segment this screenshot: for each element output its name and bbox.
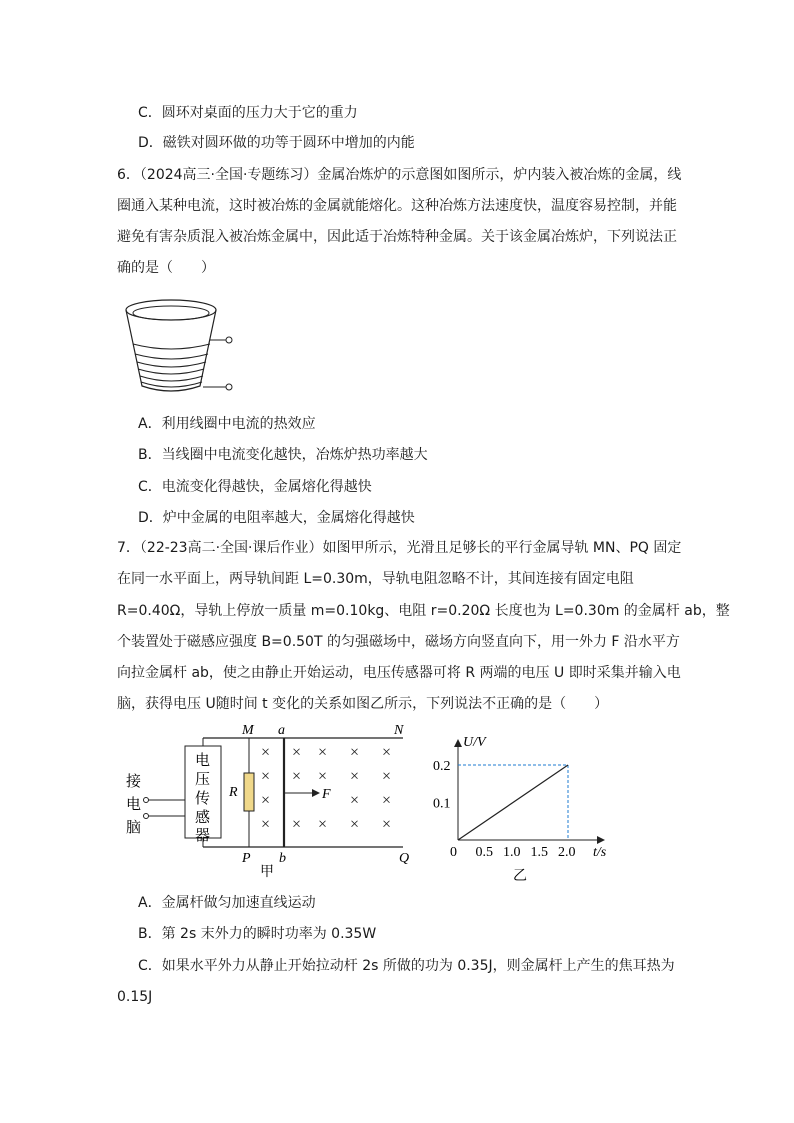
sensor-label-2: 压 <box>195 772 211 788</box>
q6-option-d: D．炉中金属的电阻率越大，金属熔化得越快 <box>138 510 415 526</box>
x-axis-arrow-icon <box>597 836 605 844</box>
svg-text:×: × <box>350 816 360 833</box>
figure-yi-caption: 乙 <box>513 869 527 882</box>
svg-text:×: × <box>350 792 360 809</box>
q7-option-c: C．如果水平外力从静止开始拉动杆 2s 所做的功为 0.35J，则金属杆上产生的焦耳热为 <box>138 958 675 974</box>
y-tick-label: 0.1 <box>433 796 451 812</box>
svg-text:×: × <box>292 816 302 833</box>
sensor-label-3: 传 <box>195 791 211 807</box>
furnace-diagram <box>118 290 238 400</box>
force-arrow-icon <box>312 789 320 797</box>
q7-option-c-cont: 0.15J <box>117 989 153 1005</box>
svg-text:×: × <box>292 744 302 761</box>
resistor-r <box>244 773 254 811</box>
svg-text:×: × <box>292 768 302 785</box>
computer-label-2: 电 <box>126 797 142 813</box>
q5-option-d: D．磁铁对圆环做的功等于圆环中增加的内能 <box>138 135 415 151</box>
svg-text:×: × <box>318 816 328 833</box>
svg-text:×: × <box>350 744 360 761</box>
x-tick-label: 0 <box>450 845 457 860</box>
svg-text:×: × <box>382 744 392 761</box>
q7-stem-line-2: 在同一水平面上，两导轨间距 L=0.30m，导轨电阻忽略不计，其间连接有固定电阻 <box>117 571 634 587</box>
svg-text:×: × <box>261 768 271 785</box>
svg-text:×: × <box>261 792 271 809</box>
q7-stem-line-1: 7．（22-23高二·全国·课后作业）如图甲所示，光滑且足够长的平行金属导轨 MN、PQ 固定 <box>117 540 682 556</box>
svg-text:×: × <box>382 768 392 785</box>
sensor-label-5: 器 <box>195 828 211 844</box>
q6-option-a: A．利用线圈中电流的热效应 <box>138 416 316 432</box>
label-b: b <box>279 851 286 866</box>
terminal-bottom-icon <box>144 814 149 819</box>
rail-circuit-diagram <box>118 720 418 882</box>
label-q: Q <box>399 851 410 866</box>
resistor-label: R <box>229 785 238 800</box>
label-m: M <box>242 723 254 738</box>
terminal-top-icon <box>144 798 149 803</box>
q6-stem-line-3: 避免有害杂质混入被冶炼金属中，因此适于冶炼特种金属。关于该金属冶炼炉，下列说法正 <box>117 229 677 245</box>
force-label: F <box>322 787 331 802</box>
svg-text:×: × <box>261 744 271 761</box>
computer-label-3: 脑 <box>126 820 142 836</box>
svg-text:×: × <box>382 792 392 809</box>
q6-stem-line-4: 确的是（ ） <box>117 260 215 276</box>
figure-jia-caption: 甲 <box>260 865 274 880</box>
q6-option-b: B．当线圈中电流变化越快，冶炼炉热功率越大 <box>138 447 428 463</box>
svg-text:×: × <box>318 768 328 785</box>
q7-stem-line-6: 脑，获得电压 U随时间 t 变化的关系如图乙所示，下列说法不正确的是（ ） <box>117 696 609 712</box>
y-axis-label: U/V <box>463 735 486 750</box>
svg-text:×: × <box>350 768 360 785</box>
series-line <box>458 765 568 840</box>
x-tick-label: 0.5 <box>475 845 493 860</box>
q7-option-a: A．金属杆做匀加速直线运动 <box>138 895 316 911</box>
q7-stem-line-4: 个装置处于磁感应强度 B=0.50T 的匀强磁场中，磁场方向竖直向下，用一外力 F 沿水平方 <box>117 634 680 650</box>
q6-stem-line-1: 6．（2024高三·全国·专题练习）金属冶炼炉的示意图如图所示，炉内装入被冶炼的金属，线 <box>117 167 682 183</box>
label-n: N <box>394 723 404 738</box>
label-p: P <box>242 851 251 866</box>
q5-option-c: C．圆环对桌面的压力大于它的重力 <box>138 105 358 121</box>
q7-stem-line-3: R=0.40Ω，导轨上停放一质量 m=0.10kg、电阻 r=0.20Ω 长度也为 L=0.30m 的金属杆 ab，整 <box>117 603 730 619</box>
svg-text:×: × <box>318 744 328 761</box>
sensor-label-4: 感 <box>195 810 211 826</box>
q7-stem-line-5: 向拉金属杆 ab，使之由静止开始运动，电压传感器可将 R 两端的电压 U 即时采集并输入电 <box>117 665 681 681</box>
x-tick-label: 1.5 <box>530 845 548 860</box>
q7-option-b: B．第 2s 末外力的瞬时功率为 0.35W <box>138 926 377 942</box>
x-axis-label: t/s <box>593 845 607 860</box>
computer-label-1: 接 <box>126 774 142 790</box>
q6-option-c: C．电流变化得越快，金属熔化得越快 <box>138 479 372 495</box>
y-axis-arrow-icon <box>454 739 462 747</box>
x-tick-label: 2.0 <box>558 845 576 860</box>
svg-text:×: × <box>261 816 271 833</box>
label-a: a <box>278 723 285 738</box>
x-tick-label: 1.0 <box>503 845 521 860</box>
svg-text:×: × <box>382 816 392 833</box>
y-tick-label: 0.2 <box>433 759 451 774</box>
sensor-label-1: 电 <box>195 753 211 769</box>
q6-stem-line-2: 圈通入某种电流，这时被冶炼的金属就能熔化。这种冶炼方法速度快，温度容易控制，并能 <box>117 198 677 214</box>
voltage-time-chart <box>425 722 615 882</box>
